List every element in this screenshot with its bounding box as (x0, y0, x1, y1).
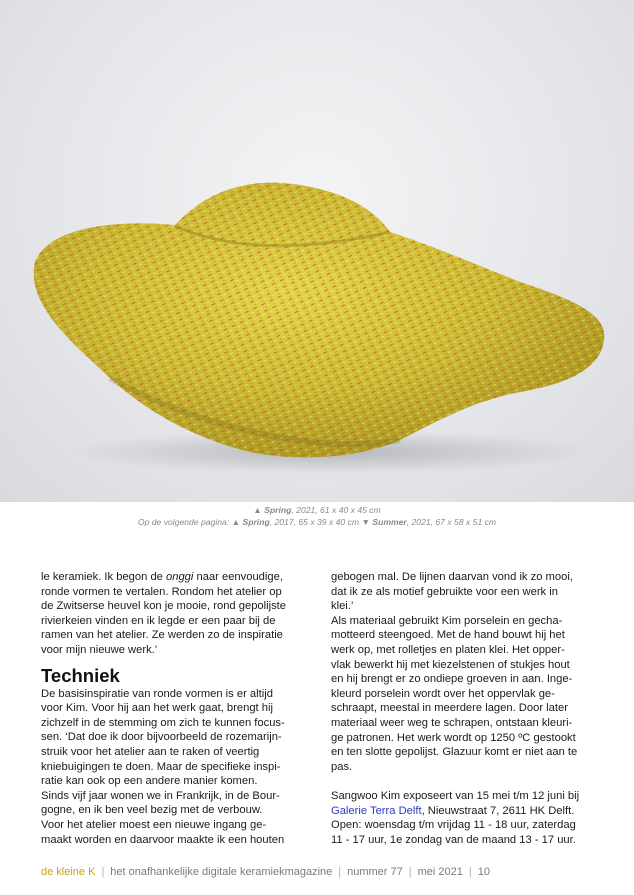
text-line: struik voor het atelier aan te raken of veertig (41, 745, 260, 758)
text-line: schraapt, meestal in meerdere lagen. Door later (331, 702, 568, 715)
text-line: zichzelf in de stemming om zich te kunnen focus- (41, 716, 285, 729)
caption-details: , 2021, 61 x 40 x 45 cm (291, 505, 381, 515)
text-line: voor mijn nieuwe werk.’ (41, 643, 158, 656)
caption-up-arrow: ▲ (253, 505, 262, 515)
caption-line-2 (0, 516, 634, 528)
caption-details: , 2017, 65 x 39 x 40 cm (269, 517, 362, 527)
text-line: Als materiaal gebruikt Kim porselein en gecha- (331, 614, 563, 627)
section-heading: Techniek (41, 664, 120, 686)
issue-date: mei 2021 (417, 866, 463, 878)
caption-title: Summer (372, 517, 407, 527)
text-line: kleurd porselein wordt over het oppervlak ge- (331, 687, 555, 700)
text-line: le keramiek. Ik begon de onggi naar eenvoudige, (41, 571, 283, 583)
text-line: ge patronen. Het werk wordt op 1250 ºC gestookt (331, 731, 576, 744)
text-line: Sinds vijf jaar wonen we in Frankrijk, in de Bour- (41, 789, 280, 802)
left-column (41, 570, 313, 847)
text-line: voor Kim. Voor hij aan het werk gaat, brengt hij (41, 702, 273, 715)
caption-line-1 (0, 504, 634, 516)
text-line: materiaal weer weg te schrapen, ontstaan kleuri- (331, 716, 573, 729)
right-column (331, 570, 607, 847)
text-line: vlak bewerkt hij met kiezelstenen of stukjes hout (331, 658, 570, 671)
footer-separator: | (408, 866, 412, 878)
text-line: maakt worden en daarvoor maakte ik een houten (41, 833, 285, 846)
text-line: rivierkeien vinden en ik legde er een paar bij de (41, 614, 276, 627)
magazine-brand: de kleine K (41, 866, 96, 878)
text-line: gogne, en ik ben veel bezig met de verbouw. (41, 804, 263, 817)
photo-captions (0, 504, 634, 528)
caption-down-arrow: ▼ (361, 517, 370, 527)
exhibition-line: Open: woensdag t/m vrijdag 11 - 18 uur, zaterdag (331, 819, 576, 832)
caption-details: , 2021, 67 x 58 x 51 cm (406, 517, 497, 527)
text-line: motteerd steengoed. Met de hand bouwt hij het (331, 629, 565, 642)
exhibition-line: Sangwoo Kim exposeert van 15 mei t/m 12 juni bij (331, 789, 580, 802)
caption-next-page-label: Op de volgende pagina: (137, 517, 232, 527)
caption-title: Spring (242, 517, 270, 527)
text-line: klei.’ (331, 600, 354, 613)
text-line: Voor het atelier moest een nieuwe ingang ge- (41, 818, 267, 831)
exhibition-line: Galerie Terra Delft, Nieuwstraat 7, 2611 HK Delft. (331, 804, 575, 817)
text-line: pas. (331, 760, 353, 773)
gallery-link[interactable]: Galerie Terra Delft (331, 804, 422, 817)
text-line: ratie kan ook op een andere manier komen. (41, 775, 258, 788)
text-line: dat ik ze als motief gebruikte voor een werk in (331, 585, 558, 598)
footer-separator: | (338, 866, 342, 878)
sculpture-texture (34, 183, 605, 458)
text-line: de Zwitserse heuvel kon je mooie, rond gepolijste (41, 600, 287, 613)
text-line: sen. ‘Dat doe ik door bijvoorbeeld de rozemarijn- (41, 731, 282, 744)
footer-separator: | (101, 866, 105, 878)
paragraph-gap (331, 774, 607, 789)
text-line: gebogen mal. De lijnen daarvan vond ik zo mooi, (331, 571, 573, 583)
caption-title: Spring (264, 505, 292, 515)
page-number: 10 (477, 866, 490, 878)
text-line: en hij brengt er zo ondiepe groeven in aan. Inge- (331, 673, 573, 686)
text-line: ronde vormen te vertalen. Rondom het atelier op (41, 585, 282, 598)
text-line: De basisinspiratie van ronde vormen is er altijd (41, 687, 273, 700)
footer-separator: | (468, 866, 472, 878)
caption-up-arrow: ▲ (231, 517, 241, 527)
page-footer (41, 866, 611, 878)
text-line: en ten slotte gepolijst. Glazuur komt er niet aan te (331, 746, 578, 759)
exhibition-line: 11 - 17 uur, 1e zondag van de maand 13 - 17 uur. (331, 833, 576, 846)
magazine-tagline: het onafhankelijke digitale keramiekmagazine (110, 866, 333, 878)
text-line: ramen van het atelier. Ze werden zo de inspiratie (41, 629, 283, 642)
text-line: werk op, met rolletjes en platen klei. Het opper- (331, 643, 565, 656)
text-line: kniebuigingen te doen. Maar de specifieke inspi- (41, 760, 281, 773)
issue-number: nummer 77 (347, 866, 403, 878)
